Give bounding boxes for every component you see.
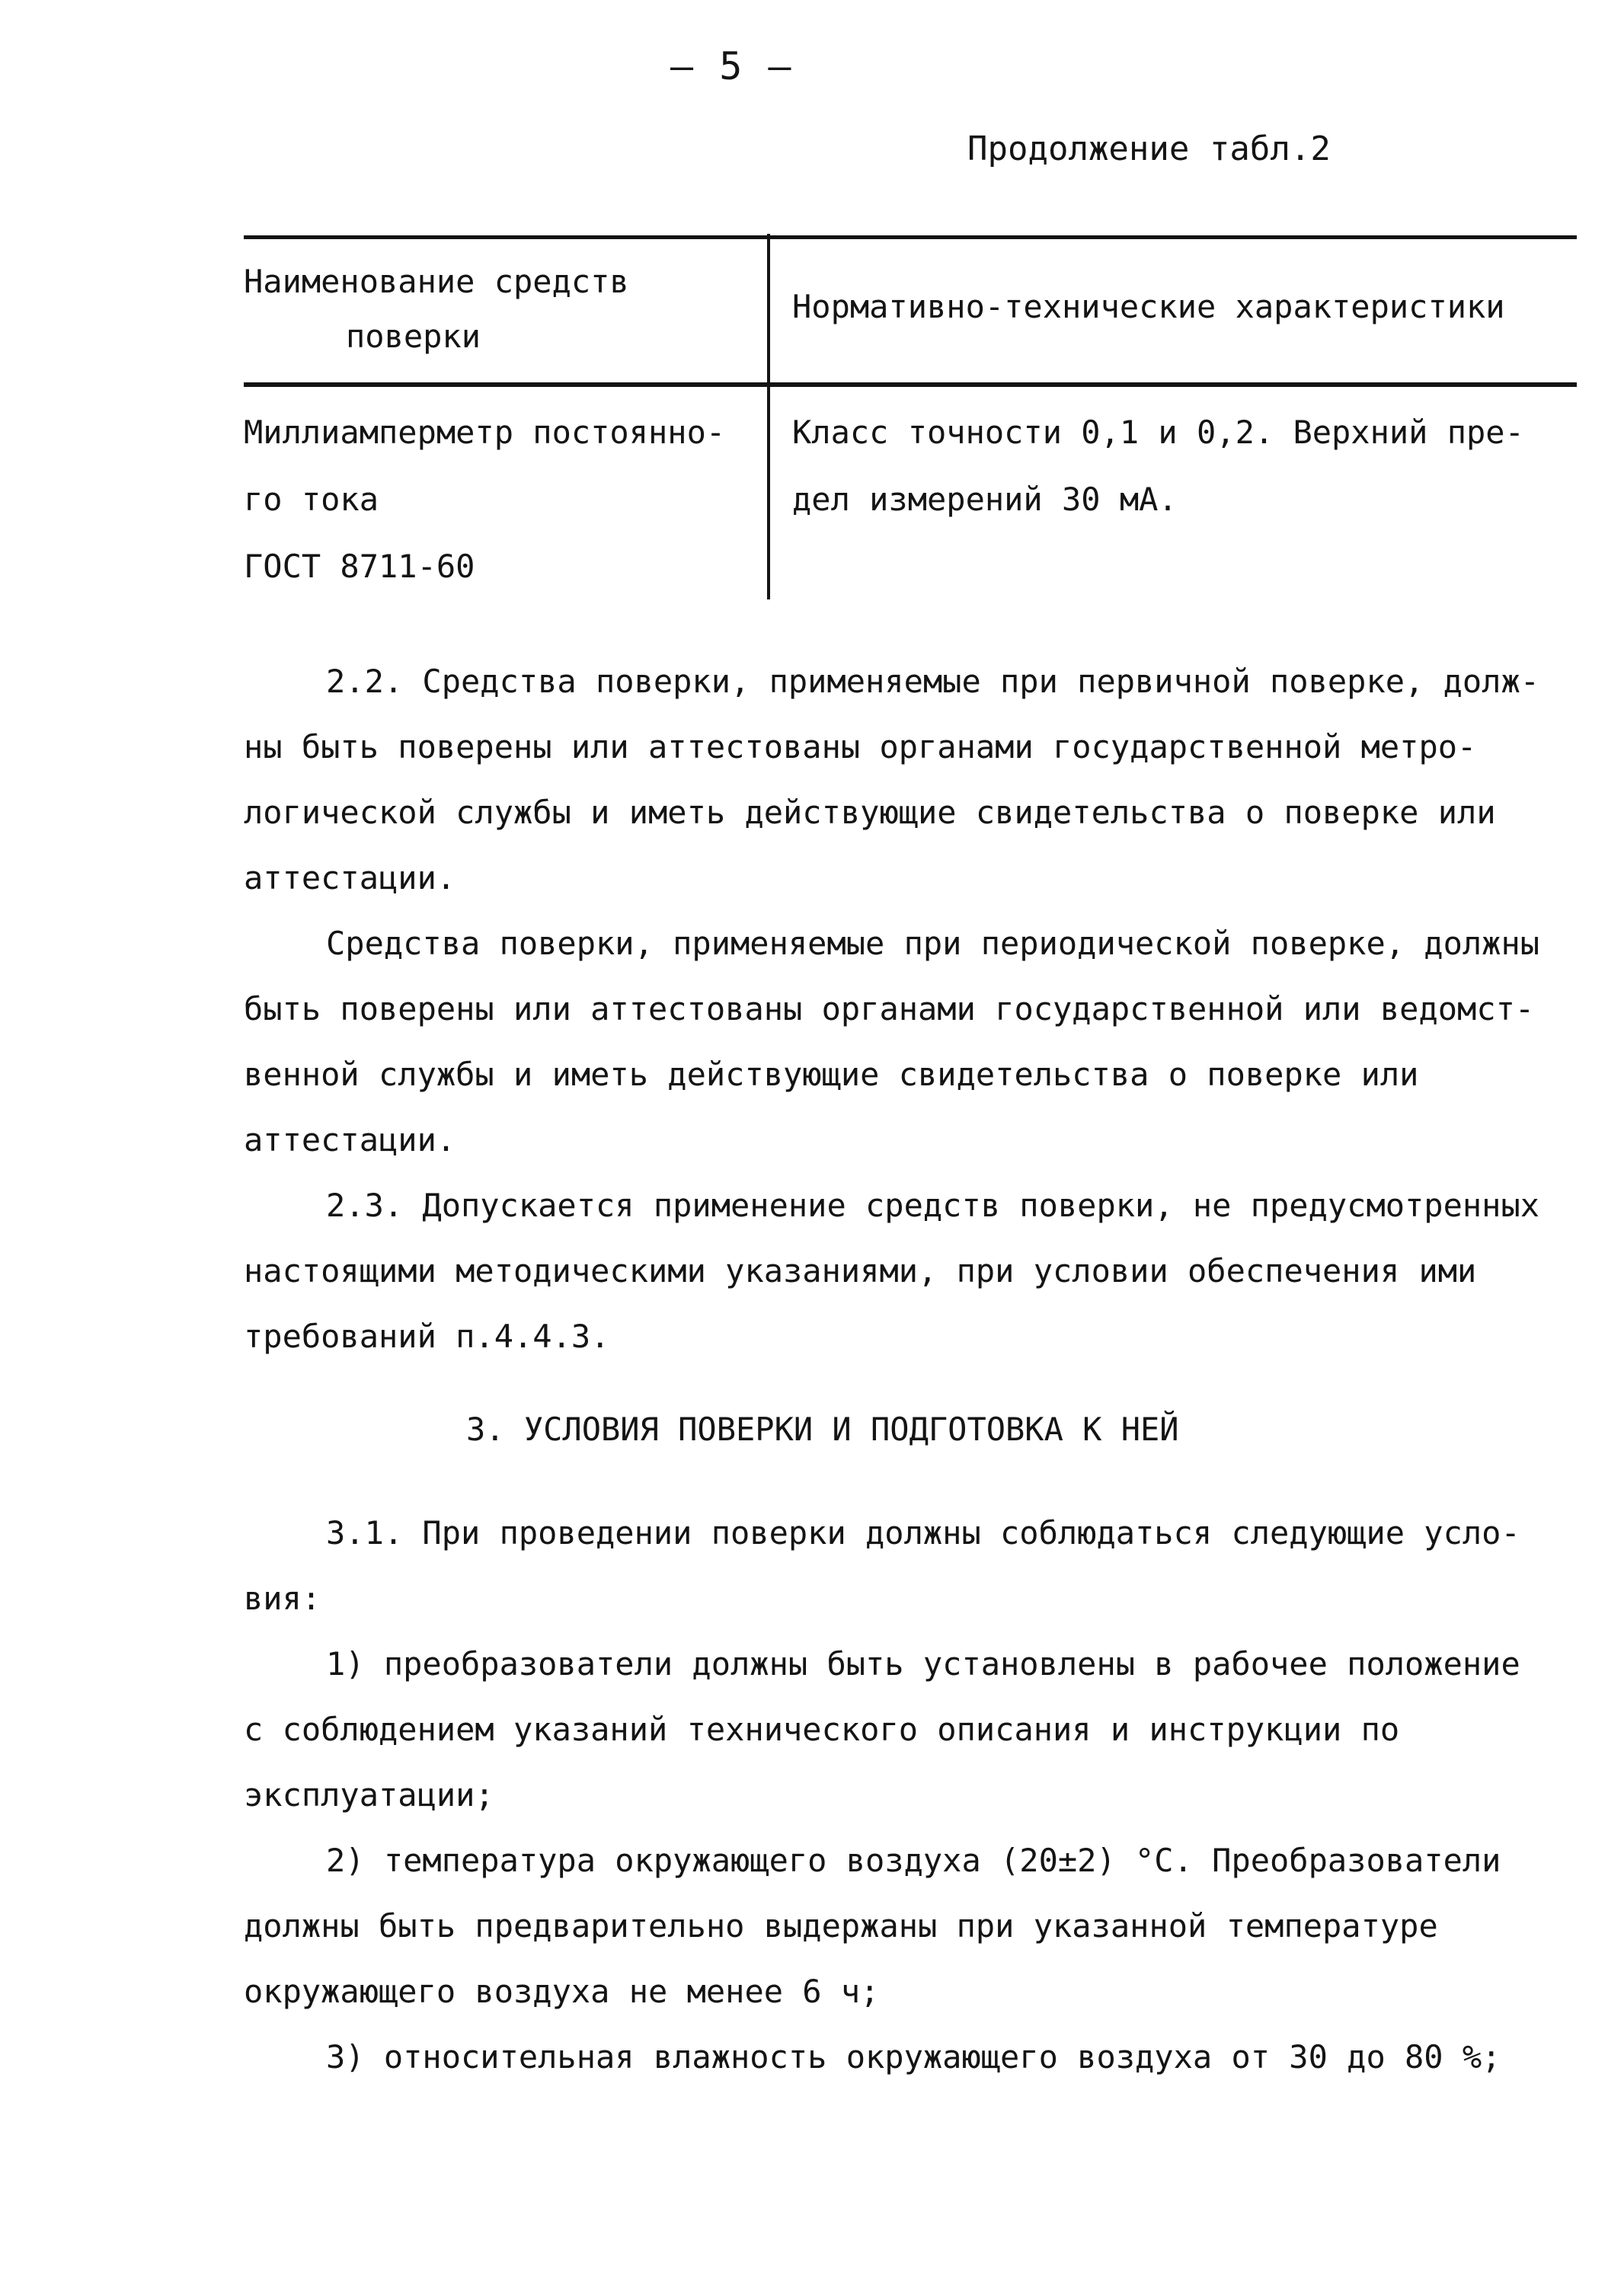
paragraph-line: эксплуатации;	[244, 1776, 494, 1814]
table-cell-line: Класс точности 0,1 и 0,2. Верхний пре-	[792, 414, 1524, 451]
table-header-col2: Нормативно-технические характеристики	[792, 288, 1505, 325]
table-header-rule	[244, 382, 1577, 387]
paragraph-line: ны быть поверены или аттестованы органами государственной метро-	[244, 728, 1477, 765]
paragraph-line: 2.3. Допускается применение средств поверки, не предусмотренных	[326, 1187, 1540, 1224]
paragraph-line: 2.2. Средства поверки, применяемые при первичной поверке, долж-	[326, 663, 1540, 700]
table-column-divider	[767, 234, 770, 599]
paragraph-line: 1) преобразователи должны быть установлены в рабочее положение	[326, 1645, 1520, 1683]
paragraph-line: 2) температура окружающего воздуха (20±2) °С. Преобразователи	[326, 1842, 1501, 1879]
condition-2	[244, 1828, 1600, 2025]
paragraph-line: окружающего воздуха не менее 6 ч;	[244, 1973, 880, 2010]
paragraph-line: Средства поверки, применяемые при периодической поверке, должны	[326, 925, 1540, 962]
paragraph-line: с соблюдением указаний технического описания и инструкции по	[244, 1711, 1400, 1748]
page-number: — 5 —	[670, 44, 793, 88]
table-header-col1-line: поверки	[346, 318, 481, 355]
table-cell-line: ГОСТ 8711-60	[244, 548, 475, 585]
paragraph-line: аттестации.	[244, 859, 456, 896]
paragraph-2-3	[244, 1173, 1600, 1369]
paragraph-line: 3.1. При проведении поверки должны соблюдаться следующие усло-	[326, 1514, 1520, 1552]
table-cell-line: го тока	[244, 481, 379, 518]
paragraph-line: аттестации.	[244, 1121, 456, 1158]
paragraph-2-2	[244, 649, 1600, 911]
condition-1	[244, 1631, 1600, 1828]
paragraph-line: должны быть предварительно выдержаны при указанной температуре	[244, 1907, 1438, 1945]
condition-3	[244, 2025, 1600, 2090]
paragraph-line: вия:	[244, 1580, 321, 1617]
paragraph-line: логической службы и иметь действующие свидетельства о поверке или	[244, 794, 1496, 831]
paragraph-periodic	[244, 911, 1600, 1173]
table-cell-line: Миллиамперметр постоянно-	[244, 414, 726, 451]
table-cell-characteristics	[792, 399, 1524, 533]
paragraph-line: венной службы и иметь действующие свидетельства о поверке или	[244, 1056, 1419, 1093]
table-top-rule	[244, 235, 1577, 239]
paragraph-line: 3) относительная влажность окружающего воздуха от 30 до 80 %;	[326, 2038, 1501, 2076]
paragraph-line: быть поверены или аттестованы органами государственной или ведомст-	[244, 990, 1535, 1027]
table-caption: Продолжение табл.2	[967, 129, 1331, 168]
table-cell-instrument	[244, 399, 725, 600]
table-header-col1	[244, 254, 629, 364]
table-cell-line: дел измерений 30 мА.	[792, 481, 1178, 518]
section-heading: 3. УСЛОВИЯ ПОВЕРКИ И ПОДГОТОВКА К НЕЙ	[466, 1411, 1179, 1448]
paragraph-3-1	[244, 1500, 1600, 1631]
paragraph-line: требований п.4.4.3.	[244, 1318, 610, 1355]
paragraph-line: настоящими методическими указаниями, при условии обеспечения ими	[244, 1252, 1477, 1290]
table-header-col1-line: Наименование средств	[244, 263, 629, 300]
